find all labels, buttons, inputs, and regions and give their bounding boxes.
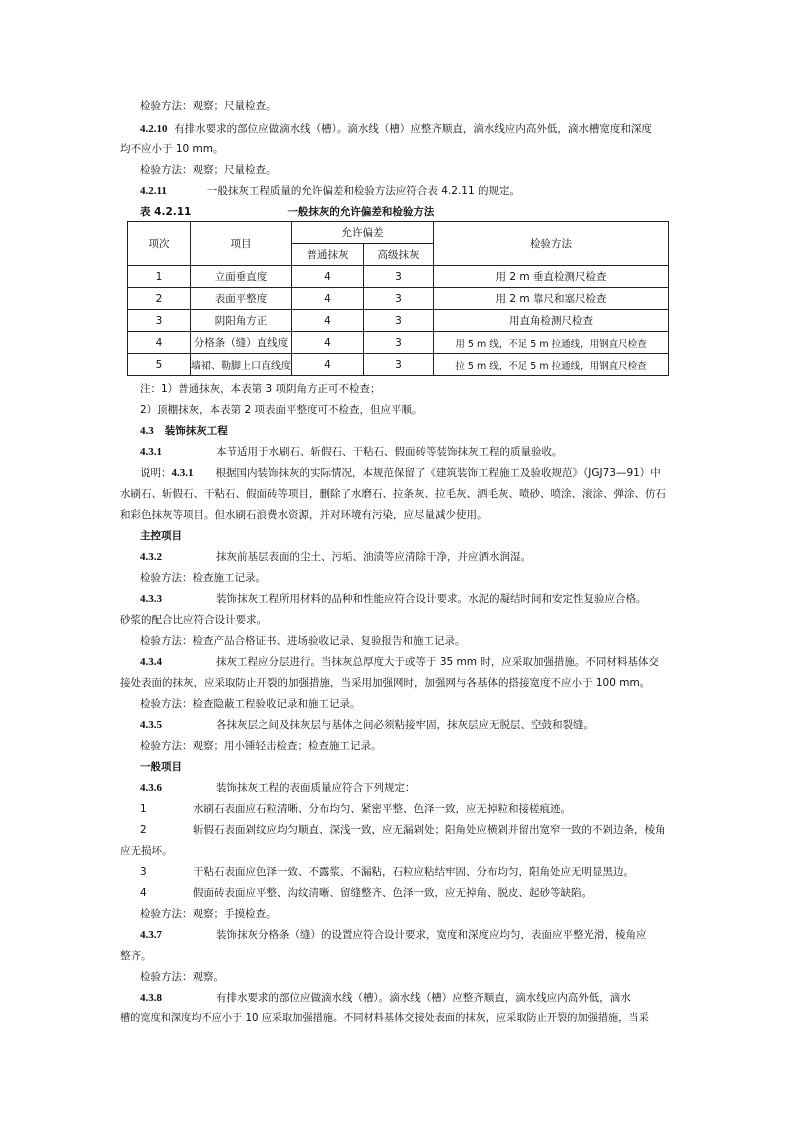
general-items-heading: 一般项目 xyxy=(140,761,182,773)
cell-item: 立面垂直度 xyxy=(191,266,292,288)
table-row xyxy=(128,310,669,332)
clause-text: 抹灰工程应分层进行。当抹灰总厚度大于或等于 35 mm 时，应采取加强措施。不同材料基体交 xyxy=(216,656,659,668)
table-row xyxy=(128,332,669,354)
table-row xyxy=(128,288,669,310)
list-item xyxy=(140,865,634,879)
cell-method: 用 5 m 线，不足 5 m 拉通线，用钢直尺检查 xyxy=(434,332,669,354)
header-allowed-deviation: 允许偏差 xyxy=(292,222,434,244)
clause-4-3-3 xyxy=(140,592,647,606)
clause-number: 4.3.4 xyxy=(140,656,162,668)
clause-text-continued: 均不应小于 10 mm。 xyxy=(120,143,224,155)
cell-normal: 4 xyxy=(292,354,364,376)
list-item xyxy=(140,886,592,900)
list-item xyxy=(140,802,571,816)
cell-item: 表面平整度 xyxy=(191,288,292,310)
list-item-text-continued: 应无损坏。 xyxy=(120,845,173,857)
list-item-text: 斩假石表面剁纹应均匀顺直、深浅一致，应无漏剁处；阳角处应横剁并留出宽窄一致的不剁边条，棱角 xyxy=(193,824,666,836)
cell-advanced: 3 xyxy=(364,332,434,354)
clause-text: 各抹灰层之间及抹灰层与基体之间必须粘接牢固，抹灰层应无脱层、空鼓和裂缝。 xyxy=(216,719,594,731)
explanation-text: 根据国内装饰抹灰的实际情况，本规范保留了《建筑装饰工程施工及验收规范》（JGJ73—91）中 xyxy=(215,467,661,479)
clause-number: 4.3.6 xyxy=(140,782,162,794)
cell-normal: 4 xyxy=(292,332,364,354)
list-item-text: 水刷石表面应石粒清晰、分布均匀、紧密平整、色泽一致，应无掉粒和接槎痕迹。 xyxy=(193,803,571,815)
clause-text-continued: 整齐。 xyxy=(120,950,152,962)
header-normal-plaster: 普通抹灰 xyxy=(292,244,364,266)
clause-4-3-7 xyxy=(140,928,647,942)
cell-normal: 4 xyxy=(292,310,364,332)
cell-item: 阴阳角方正 xyxy=(191,310,292,332)
cell-normal: 4 xyxy=(292,266,364,288)
cell-method: 用 2 m 靠尺和塞尺检查 xyxy=(434,288,669,310)
list-item-number: 3 xyxy=(140,866,147,878)
table-caption xyxy=(140,205,434,219)
clause-number: 4.2.11 xyxy=(140,185,167,197)
cell-item: 分格条（缝）直线度 xyxy=(191,332,292,354)
clause-text-continued: 槽的宽度和深度均不应小于 10 应采取加强措施。不同材料基体交接处表面的抹灰，应采取防止开裂的加强措施，当采 xyxy=(120,1013,649,1024)
clause-4-3-4 xyxy=(140,655,659,669)
clause-4-3-6 xyxy=(140,781,416,795)
list-item-number: 2 xyxy=(140,824,147,836)
inspection-method-line: 检验方法：检查产品合格证书、进场验收记录、复验报告和施工记录。 xyxy=(140,635,466,647)
header-item-no: 项次 xyxy=(128,222,191,266)
section-number: 4.3 xyxy=(140,425,154,437)
clause-text: 本节适用于水刷石、斩假石、干粘石、假面砖等装饰抹灰工程的质量验收。 xyxy=(216,446,563,458)
inspection-method-line: 检验方法：观察。 xyxy=(140,971,224,983)
clause-text: 有排水要求的部位应做滴水线（槽）。滴水线（槽）应整齐顺直，滴水线应内高外低，滴水槽宽度和深度 xyxy=(174,123,652,135)
list-item-text: 干粘石表面应色泽一致、不露浆、不漏粘，石粒应粘结牢固、分布均匀，阳角处应无明显黑边。 xyxy=(193,866,634,878)
tolerance-table xyxy=(127,221,669,376)
clause-number: 4.3.8 xyxy=(140,992,162,1004)
clause-4-3-8 xyxy=(140,991,631,1005)
cell-no: 5 xyxy=(128,354,191,376)
cell-method: 用直角检测尺检查 xyxy=(434,310,669,332)
cell-advanced: 3 xyxy=(364,310,434,332)
header-item: 项目 xyxy=(191,222,292,266)
list-item-number: 4 xyxy=(140,887,147,899)
clause-4-3-2 xyxy=(140,550,531,564)
cell-advanced: 3 xyxy=(364,288,434,310)
clause-text: 装饰抹灰工程的表面质量应符合下列规定： xyxy=(216,782,416,794)
clause-text: 装饰抹灰分格条（缝）的设置应符合设计要求，宽度和深度应均匀，表面应平整光滑，棱角应 xyxy=(216,929,647,941)
clause-number: 4.3.5 xyxy=(140,719,162,731)
table-header-row xyxy=(128,222,669,244)
table-row xyxy=(128,354,669,376)
list-item-text: 假面砖表面应平整、沟纹清晰、留缝整齐、色泽一致，应无掉角、脱皮、起砂等缺陷。 xyxy=(193,887,592,899)
inspection-method-line: 检验方法：检查隐蔽工程验收记录和施工记录。 xyxy=(140,698,361,710)
explanation-4-3-1 xyxy=(140,466,661,480)
cell-no: 1 xyxy=(128,266,191,288)
inspection-method-line: 检验方法：观察；用小锤轻击检查；检查施工记录。 xyxy=(140,740,382,752)
clause-text: 装饰抹灰工程所用材料的品种和性能应符合设计要求。水泥的凝结时间和安定性复验应合格。 xyxy=(216,593,647,605)
inspection-method-line: 检验方法：检查施工记录。 xyxy=(140,572,266,584)
list-item-number: 1 xyxy=(140,803,147,815)
table-note-1: 注：1）普通抹灰，本表第 3 项阴角方正可不检查； xyxy=(140,383,381,395)
clause-4-2-10 xyxy=(140,122,652,136)
inspection-method-line: 检验方法：观察；手摸检查。 xyxy=(140,908,277,920)
header-method: 检验方法 xyxy=(434,222,669,266)
clause-text-continued: 接处表面的抹灰，应采取防止开裂的加强措施，当采用加强网时，加强网与各基体的搭接宽度不应小于 100 mm。 xyxy=(120,677,651,689)
clause-4-2-11 xyxy=(140,184,520,198)
clause-4-3-1 xyxy=(140,445,563,459)
clause-text-continued: 砂浆的配合比应符合设计要求。 xyxy=(120,614,267,626)
cell-advanced: 3 xyxy=(364,266,434,288)
list-item xyxy=(140,823,666,837)
table-label: 表 4.2.11 xyxy=(140,206,192,218)
explanation-number: 4.3.1 xyxy=(171,467,194,479)
cell-no: 3 xyxy=(128,310,191,332)
cell-item: 墙裙、勒脚上口直线度 xyxy=(191,354,292,376)
clause-number: 4.2.10 xyxy=(140,123,168,135)
clause-number: 4.3.7 xyxy=(140,929,162,941)
clause-text: 有排水要求的部位应做滴水线（槽）。滴水线（槽）应整齐顺直，滴水线应内高外低，滴水 xyxy=(216,992,631,1004)
clause-number: 4.3.3 xyxy=(140,593,162,605)
main-items-heading: 主控项目 xyxy=(140,530,182,542)
table-row xyxy=(128,266,669,288)
table-title: 一般抹灰的允许偏差和检验方法 xyxy=(287,206,435,218)
clause-text: 一般抹灰工程质量的允许偏差和检验方法应符合表 4.2.11 的规定。 xyxy=(206,185,520,197)
explanation-label: 说明： xyxy=(140,467,172,479)
header-advanced-plaster: 高级抹灰 xyxy=(364,244,434,266)
cell-method: 拉 5 m 线，不足 5 m 拉通线，用钢直尺检查 xyxy=(434,354,669,376)
explanation-text-continued: 和彩色抹灰等项目。但水刷石浪费水资源，并对环境有污染，应尽量减少使用。 xyxy=(120,509,488,521)
clause-text: 抹灰前基层表面的尘土、污垢、油渍等应清除干净，并应洒水润湿。 xyxy=(216,551,531,563)
table-note-2: 2）顶棚抹灰，本表第 2 项表面平整度可不检查，但应平顺。 xyxy=(140,404,423,416)
cell-no: 4 xyxy=(128,332,191,354)
inspection-method-line: 检验方法：观察；尺量检查。 xyxy=(140,100,277,112)
section-heading xyxy=(140,424,228,438)
cell-method: 用 2 m 垂直检测尺检查 xyxy=(434,266,669,288)
clause-4-3-5 xyxy=(140,718,594,732)
cell-normal: 4 xyxy=(292,288,364,310)
cell-advanced: 3 xyxy=(364,354,434,376)
cell-no: 2 xyxy=(128,288,191,310)
section-title: 装饰抹灰工程 xyxy=(164,425,228,437)
clause-number: 4.3.2 xyxy=(140,551,162,563)
inspection-method-line: 检验方法：观察；尺量检查。 xyxy=(140,164,277,176)
clause-number: 4.3.1 xyxy=(140,446,162,458)
explanation-text-continued: 水刷石、斩假石、干粘石、假面砖等项目，删除了水磨石、拉条灰、拉毛灰、洒毛灰、喷砂、喷涂、滚涂、弹涂、仿石 xyxy=(120,488,666,500)
